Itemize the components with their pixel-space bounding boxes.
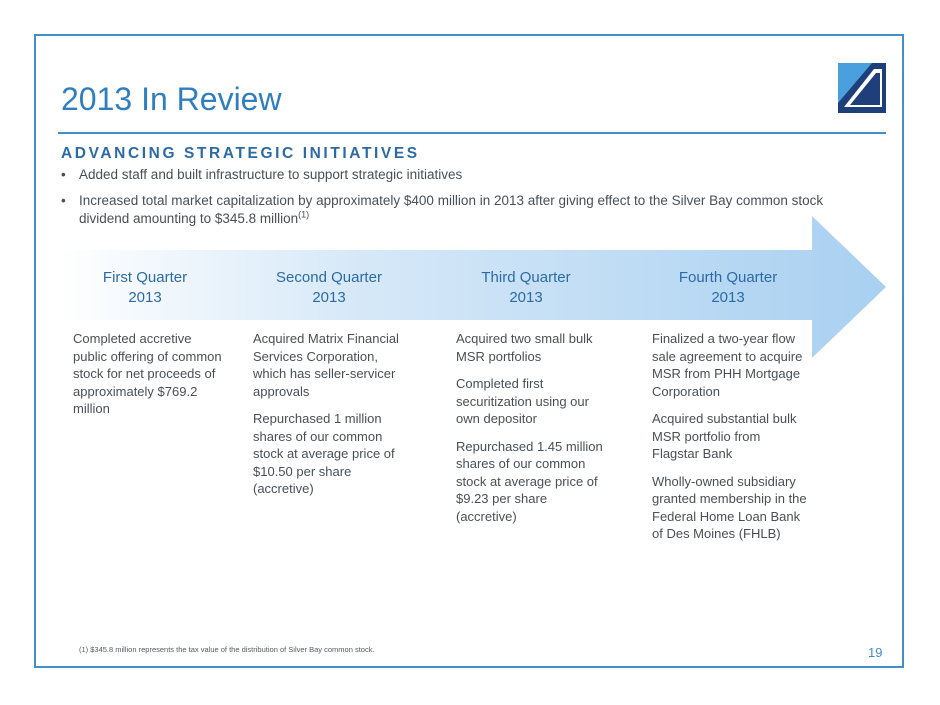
milestone-item: Repurchased 1 million shares of our common stock at average price of $10.50 per share (accretive) — [253, 411, 395, 496]
company-logo-icon — [838, 63, 886, 113]
quarter-heading-q2 — [249, 268, 409, 308]
footnote-ref: (1) — [298, 209, 310, 220]
quarter-name: Third Quarter — [481, 269, 571, 286]
quarter-name: First Quarter — [102, 269, 188, 286]
quarter-name: Second Quarter — [276, 269, 382, 286]
milestone-item: Acquired two small bulk MSR portfolios — [456, 331, 593, 364]
quarter-heading-q1 — [65, 268, 225, 308]
bullet-marker: • — [61, 167, 66, 182]
bullet-item — [61, 166, 861, 184]
header-divider — [58, 132, 886, 134]
quarter-heading-q3 — [446, 268, 606, 308]
bullet-text: Added staff and built infrastructure to support strategic initiatives — [79, 167, 463, 182]
page-number: 19 — [868, 645, 883, 660]
footnote: (1) $345.8 million represents the tax value of the distribution of Silver Bay common stock. — [79, 645, 375, 654]
quarter-year: 2013 — [711, 289, 745, 306]
milestone-item: Finalized a two-year flow sale agreement to acquire MSR from PHH Mortgage Corporation — [652, 331, 803, 399]
quarter-year: 2013 — [128, 289, 162, 306]
quarter-column-q1 — [73, 330, 223, 428]
milestone-item: Acquired substantial bulk MSR portfolio from Flagstar Bank — [652, 411, 797, 461]
bullet-marker: • — [61, 193, 66, 208]
section-subtitle: ADVANCING STRATEGIC INITIATIVES — [61, 145, 420, 162]
milestone-item: Completed accretive public offering of common stock for net proceeds of approximately $769.2 million — [73, 331, 222, 416]
quarter-column-q2 — [253, 330, 411, 508]
quarter-column-q4 — [652, 330, 807, 553]
milestone-item: Wholly-owned subsidiary granted membership in the Federal Home Loan Bank of Des Moines (FHLB) — [652, 473, 807, 541]
milestone-item: Acquired Matrix Financial Services Corporation, which has seller-servicer approvals — [253, 331, 399, 399]
quarter-year: 2013 — [509, 289, 543, 306]
milestone-item: Completed first securitization using our own depositor — [456, 376, 589, 426]
quarter-heading-q4 — [648, 268, 808, 308]
bullet-text: Increased total market capitalization by approximately $400 million in 2013 after giving effect to the Silver Bay common stock dividend amounting to $345.8 million — [79, 193, 824, 226]
quarter-year: 2013 — [312, 289, 346, 306]
page-title: 2013 In Review — [61, 81, 282, 117]
quarter-column-q3 — [456, 330, 608, 535]
milestone-item: Repurchased 1.45 million shares of our common stock at average price of $9.23 per share (accretive) — [456, 438, 603, 524]
quarter-name: Fourth Quarter — [678, 269, 778, 286]
